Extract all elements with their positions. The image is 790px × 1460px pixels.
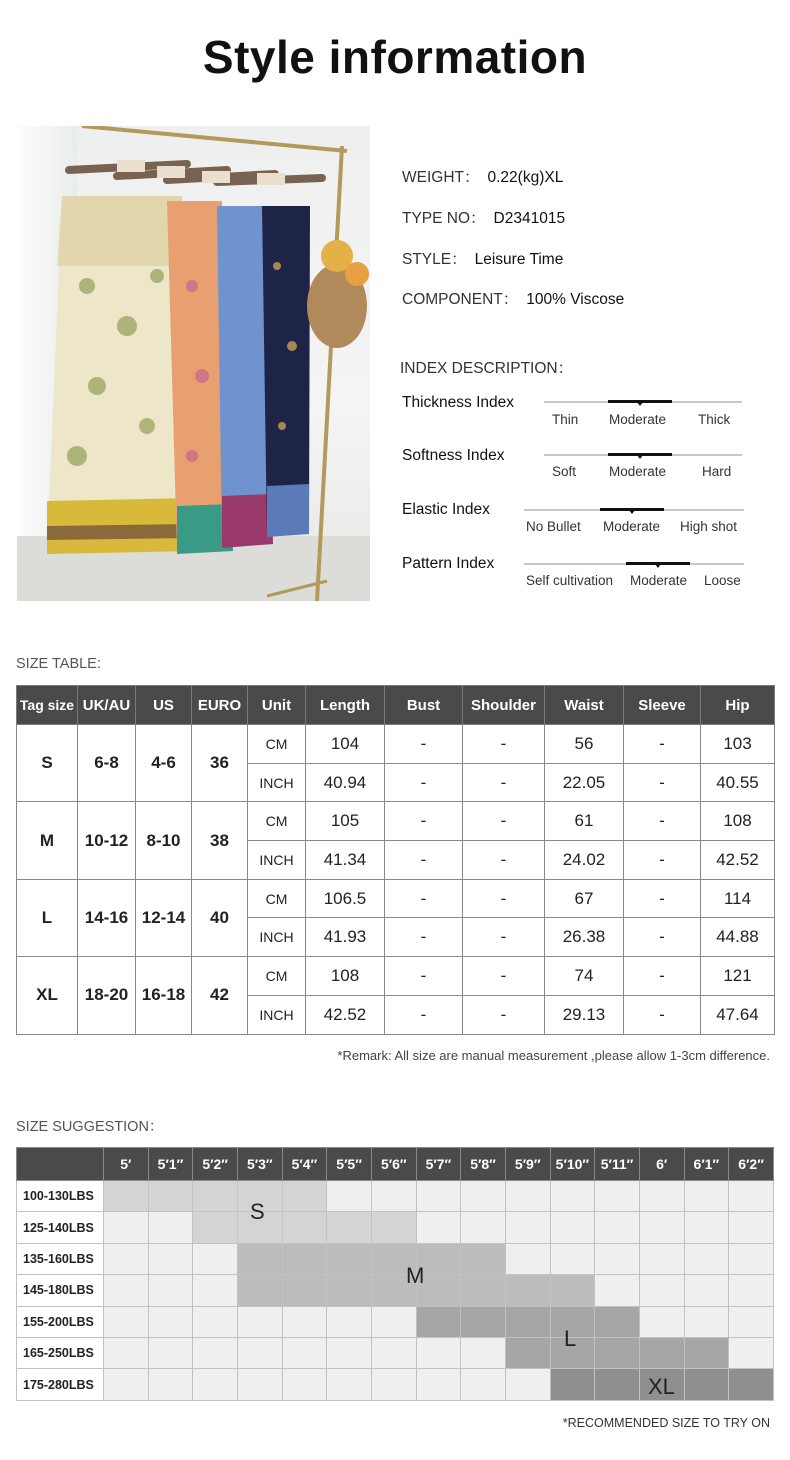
header-cell: Tag size: [17, 686, 78, 725]
index-option: Soft: [552, 464, 577, 479]
weight-row: [17, 1243, 774, 1274]
us-cell: 12-14: [136, 879, 192, 956]
grid-cell: [684, 1181, 729, 1212]
hip-cell: 114: [701, 879, 775, 918]
length-cell: 41.34: [306, 841, 385, 880]
uk-cell: 18-20: [78, 957, 136, 1034]
shoulder-cell: -: [463, 725, 545, 764]
thickness-index: [402, 394, 762, 444]
table-row: [17, 725, 775, 764]
grid-cell: [327, 1337, 372, 1368]
size-remark: *Remark: All size are manual measurement ,please allow 1-3cm difference.: [337, 1048, 770, 1063]
length-cell: 104: [306, 725, 385, 764]
index-name: Softness Index: [402, 447, 505, 464]
grid-cell: [148, 1212, 193, 1243]
header-cell: Length: [306, 686, 385, 725]
uk-cell: 14-16: [78, 879, 136, 956]
unit-cell: INCH: [248, 995, 306, 1034]
size-zone-cell: [639, 1337, 684, 1368]
grid-cell: [550, 1243, 595, 1274]
tag-size-cell: M: [17, 802, 78, 879]
size-table: [16, 685, 775, 1035]
weight-label: WEIGHT：: [402, 169, 480, 186]
grid-cell: [729, 1212, 774, 1243]
size-zone-cell: [282, 1212, 327, 1243]
waist-cell: 26.38: [545, 918, 624, 957]
shoulder-cell: -: [463, 957, 545, 996]
grid-cell: [148, 1243, 193, 1274]
grid-cell: [148, 1275, 193, 1306]
product-photo: [17, 126, 370, 601]
weight-label-cell: 145-180LBS: [17, 1275, 104, 1306]
us-cell: 8-10: [136, 802, 192, 879]
height-header-cell: 6′2″: [729, 1148, 774, 1181]
weight-label-cell: 125-140LBS: [17, 1212, 104, 1243]
sleeve-cell: -: [624, 725, 701, 764]
height-header-cell: 5′10″: [550, 1148, 595, 1181]
hip-cell: 42.52: [701, 841, 775, 880]
grid-cell: [729, 1337, 774, 1368]
size-suggestion-table: [16, 1147, 774, 1401]
grid-cell: [684, 1306, 729, 1337]
grid-cell: [461, 1369, 506, 1400]
grid-cell: [595, 1243, 640, 1274]
grid-cell: [282, 1337, 327, 1368]
unit-cell: INCH: [248, 763, 306, 802]
grid-cell: [595, 1212, 640, 1243]
grid-cell: [104, 1275, 149, 1306]
header-cell: Hip: [701, 686, 775, 725]
type-label: TYPE NO：: [402, 210, 486, 227]
size-zone-label-s: S: [250, 1199, 265, 1224]
size-zone-label-xl: XL: [648, 1374, 675, 1399]
size-zone-cell: [416, 1306, 461, 1337]
waist-cell: 61: [545, 802, 624, 841]
height-header-cell: 5′8″: [461, 1148, 506, 1181]
grid-cell: [729, 1275, 774, 1306]
bust-cell: -: [385, 763, 463, 802]
shoulder-cell: -: [463, 995, 545, 1034]
sleeve-cell: -: [624, 879, 701, 918]
waist-cell: 22.05: [545, 763, 624, 802]
size-zone-cell: [550, 1275, 595, 1306]
grid-cell: [461, 1212, 506, 1243]
weight-row: [17, 1181, 774, 1212]
hip-cell: 103: [701, 725, 775, 764]
index-name: Elastic Index: [402, 501, 490, 518]
height-header-cell: 6′1″: [684, 1148, 729, 1181]
waist-cell: 29.13: [545, 995, 624, 1034]
size-table-header: [17, 686, 775, 725]
index-marker: [608, 400, 672, 403]
size-zone-cell: [729, 1369, 774, 1400]
sleeve-cell: -: [624, 763, 701, 802]
length-cell: 41.93: [306, 918, 385, 957]
elastic-index: [402, 501, 762, 551]
component-value: 100% Viscose: [526, 291, 625, 308]
grid-cell: [729, 1243, 774, 1274]
weight-label-cell: 165-250LBS: [17, 1337, 104, 1368]
grid-cell: [104, 1337, 149, 1368]
component-info: [402, 287, 624, 309]
hip-cell: 44.88: [701, 918, 775, 957]
grid-cell: [639, 1212, 684, 1243]
grid-cell: [193, 1306, 238, 1337]
euro-cell: 38: [192, 802, 248, 879]
size-zone-cell: [550, 1369, 595, 1400]
grid-cell: [684, 1243, 729, 1274]
index-option-selected: Moderate: [609, 464, 667, 479]
size-zone-cell: [282, 1275, 327, 1306]
corner-cell: [17, 1148, 104, 1181]
grid-cell: [684, 1275, 729, 1306]
bust-cell: -: [385, 957, 463, 996]
size-table-label: SIZE TABLE:: [16, 656, 101, 672]
bust-cell: -: [385, 879, 463, 918]
height-header-cell: 5′3″: [237, 1148, 282, 1181]
shoulder-cell: -: [463, 918, 545, 957]
shoulder-cell: -: [463, 841, 545, 880]
style-label: STYLE：: [402, 251, 467, 268]
grid-cell: [505, 1181, 550, 1212]
grid-cell: [104, 1243, 149, 1274]
size-zone-cell: [193, 1212, 238, 1243]
waist-cell: 56: [545, 725, 624, 764]
unit-cell: CM: [248, 725, 306, 764]
header-cell: Shoulder: [463, 686, 545, 725]
size-suggestion-label: SIZE SUGGESTION：: [16, 1119, 164, 1135]
euro-cell: 36: [192, 725, 248, 802]
height-header-row: [17, 1148, 774, 1181]
unit-cell: CM: [248, 957, 306, 996]
grid-cell: [684, 1212, 729, 1243]
length-cell: 105: [306, 802, 385, 841]
height-header-cell: 5′7″: [416, 1148, 461, 1181]
height-header-cell: 5′1″: [148, 1148, 193, 1181]
grid-cell: [327, 1181, 372, 1212]
grid-cell: [327, 1369, 372, 1400]
style-info: [402, 247, 563, 269]
grid-cell: [237, 1337, 282, 1368]
uk-cell: 6-8: [78, 725, 136, 802]
grid-cell: [461, 1181, 506, 1212]
type-value: D2341015: [493, 210, 566, 227]
grid-cell: [416, 1181, 461, 1212]
size-zone-cell: [237, 1243, 282, 1274]
euro-cell: 42: [192, 957, 248, 1034]
size-zone-cell: [104, 1181, 149, 1212]
grid-cell: [193, 1243, 238, 1274]
weight-row: [17, 1275, 774, 1306]
index-marker: [626, 562, 690, 565]
size-zone-cell: [505, 1275, 550, 1306]
header-cell: UK/AU: [78, 686, 136, 725]
uk-cell: 10-12: [78, 802, 136, 879]
size-zone-cell: [461, 1306, 506, 1337]
grid-cell: [461, 1337, 506, 1368]
table-row: [17, 957, 775, 996]
index-name: Pattern Index: [402, 555, 495, 572]
size-zone-cell: [327, 1212, 372, 1243]
grid-cell: [327, 1306, 372, 1337]
weight-row: [17, 1337, 774, 1368]
unit-cell: CM: [248, 879, 306, 918]
index-heading: INDEX DESCRIPTION：: [400, 360, 574, 377]
height-header-cell: 5′4″: [282, 1148, 327, 1181]
length-cell: 40.94: [306, 763, 385, 802]
us-cell: 4-6: [136, 725, 192, 802]
weight-label-cell: 135-160LBS: [17, 1243, 104, 1274]
weight-row: [17, 1306, 774, 1337]
index-marker: [600, 508, 664, 511]
index-option: High shot: [680, 519, 738, 534]
skirts-on-rack-illustration: [17, 126, 370, 601]
grid-cell: [639, 1181, 684, 1212]
tag-size-cell: L: [17, 879, 78, 956]
us-cell: 16-18: [136, 957, 192, 1034]
index-option-selected: Moderate: [609, 412, 667, 427]
shoulder-cell: -: [463, 879, 545, 918]
grid-cell: [550, 1181, 595, 1212]
bust-cell: -: [385, 995, 463, 1034]
grid-cell: [416, 1212, 461, 1243]
grid-cell: [416, 1337, 461, 1368]
index-marker: [608, 453, 672, 456]
size-zone-cell: [327, 1275, 372, 1306]
index-option: No Bullet: [526, 519, 581, 534]
height-header-cell: 5′6″: [371, 1148, 416, 1181]
height-header-cell: 5′9″: [505, 1148, 550, 1181]
height-header-cell: 5′11″: [595, 1148, 640, 1181]
size-zone-cell: [684, 1369, 729, 1400]
bust-cell: -: [385, 841, 463, 880]
index-name: Thickness Index: [402, 394, 514, 411]
grid-cell: [371, 1337, 416, 1368]
style-value: Leisure Time: [474, 251, 564, 268]
bust-cell: -: [385, 918, 463, 957]
weight-info: [402, 165, 563, 187]
grid-cell: [416, 1369, 461, 1400]
type-info: [402, 206, 565, 228]
header-cell: US: [136, 686, 192, 725]
length-cell: 106.5: [306, 879, 385, 918]
grid-cell: [148, 1337, 193, 1368]
weight-label-cell: 155-200LBS: [17, 1306, 104, 1337]
unit-cell: CM: [248, 802, 306, 841]
waist-cell: 74: [545, 957, 624, 996]
grid-cell: [729, 1306, 774, 1337]
grid-cell: [104, 1306, 149, 1337]
size-zone-cell: [461, 1275, 506, 1306]
grid-cell: [148, 1369, 193, 1400]
size-zone-cell: [193, 1181, 238, 1212]
size-zone-cell: [595, 1306, 640, 1337]
size-zone-cell: [505, 1337, 550, 1368]
length-cell: 42.52: [306, 995, 385, 1034]
grid-cell: [104, 1212, 149, 1243]
grid-cell: [639, 1306, 684, 1337]
index-option: Loose: [704, 573, 741, 588]
height-header-cell: 6′: [639, 1148, 684, 1181]
grid-cell: [104, 1369, 149, 1400]
sleeve-cell: -: [624, 802, 701, 841]
grid-cell: [148, 1306, 193, 1337]
weight-label-cell: 100-130LBS: [17, 1181, 104, 1212]
size-zone-cell: [371, 1212, 416, 1243]
hip-cell: 121: [701, 957, 775, 996]
sleeve-cell: -: [624, 995, 701, 1034]
unit-cell: INCH: [248, 918, 306, 957]
waist-cell: 67: [545, 879, 624, 918]
pattern-index: [402, 555, 762, 605]
grid-cell: [371, 1369, 416, 1400]
size-zone-cell: [595, 1337, 640, 1368]
tag-size-cell: XL: [17, 957, 78, 1034]
index-option: Thin: [552, 412, 579, 427]
size-zone-label-l: L: [564, 1326, 577, 1351]
grid-cell: [371, 1306, 416, 1337]
weight-value: 0.22(kg)XL: [487, 169, 564, 186]
grid-cell: [505, 1212, 550, 1243]
sleeve-cell: -: [624, 957, 701, 996]
grid-cell: [193, 1369, 238, 1400]
size-zone-cell: [505, 1306, 550, 1337]
weight-label-cell: 175-280LBS: [17, 1369, 104, 1400]
index-option: Hard: [702, 464, 732, 479]
grid-cell: [237, 1306, 282, 1337]
grid-cell: [550, 1212, 595, 1243]
index-option: Thick: [698, 412, 731, 427]
table-row: [17, 802, 775, 841]
size-zone-cell: [148, 1181, 193, 1212]
grid-cell: [505, 1369, 550, 1400]
page-title: Style information: [202, 31, 588, 83]
grid-cell: [729, 1181, 774, 1212]
shoulder-cell: -: [463, 763, 545, 802]
component-label: COMPONENT：: [402, 291, 519, 308]
grid-cell: [595, 1181, 640, 1212]
waist-cell: 24.02: [545, 841, 624, 880]
unit-cell: INCH: [248, 841, 306, 880]
hip-cell: 40.55: [701, 763, 775, 802]
hip-cell: 47.64: [701, 995, 775, 1034]
sleeve-cell: -: [624, 918, 701, 957]
grid-cell: [639, 1243, 684, 1274]
size-zone-cell: [237, 1275, 282, 1306]
size-zone-cell: [282, 1243, 327, 1274]
grid-cell: [282, 1306, 327, 1337]
recommend-note: *RECOMMENDED SIZE TO TRY ON: [562, 1416, 770, 1430]
header-cell: Bust: [385, 686, 463, 725]
weight-row: [17, 1212, 774, 1243]
index-option: Self cultivation: [526, 573, 614, 588]
height-header-cell: 5′: [104, 1148, 149, 1181]
grid-cell: [371, 1181, 416, 1212]
grid-cell: [505, 1243, 550, 1274]
grid-cell: [282, 1369, 327, 1400]
header-cell: Waist: [545, 686, 624, 725]
size-zone-cell: [282, 1181, 327, 1212]
size-zone-cell: [461, 1243, 506, 1274]
size-zone-cell: [595, 1369, 640, 1400]
index-option-selected: Moderate: [630, 573, 688, 588]
length-cell: 108: [306, 957, 385, 996]
sleeve-cell: -: [624, 841, 701, 880]
size-zone-cell: [684, 1337, 729, 1368]
bust-cell: -: [385, 725, 463, 764]
index-option-selected: Moderate: [603, 519, 661, 534]
table-row: [17, 879, 775, 918]
size-zone-cell: [327, 1243, 372, 1274]
euro-cell: 40: [192, 879, 248, 956]
bust-cell: -: [385, 802, 463, 841]
tag-size-cell: S: [17, 725, 78, 802]
height-header-cell: 5′5″: [327, 1148, 372, 1181]
grid-cell: [639, 1275, 684, 1306]
grid-cell: [193, 1275, 238, 1306]
header-cell: EURO: [192, 686, 248, 725]
header-cell: Unit: [248, 686, 306, 725]
header-cell: Sleeve: [624, 686, 701, 725]
shoulder-cell: -: [463, 802, 545, 841]
size-zone-label-m: M: [406, 1263, 425, 1288]
softness-index: [402, 447, 762, 497]
grid-cell: [595, 1275, 640, 1306]
hip-cell: 108: [701, 802, 775, 841]
height-header-cell: 5′2″: [193, 1148, 238, 1181]
grid-cell: [193, 1337, 238, 1368]
grid-cell: [237, 1369, 282, 1400]
